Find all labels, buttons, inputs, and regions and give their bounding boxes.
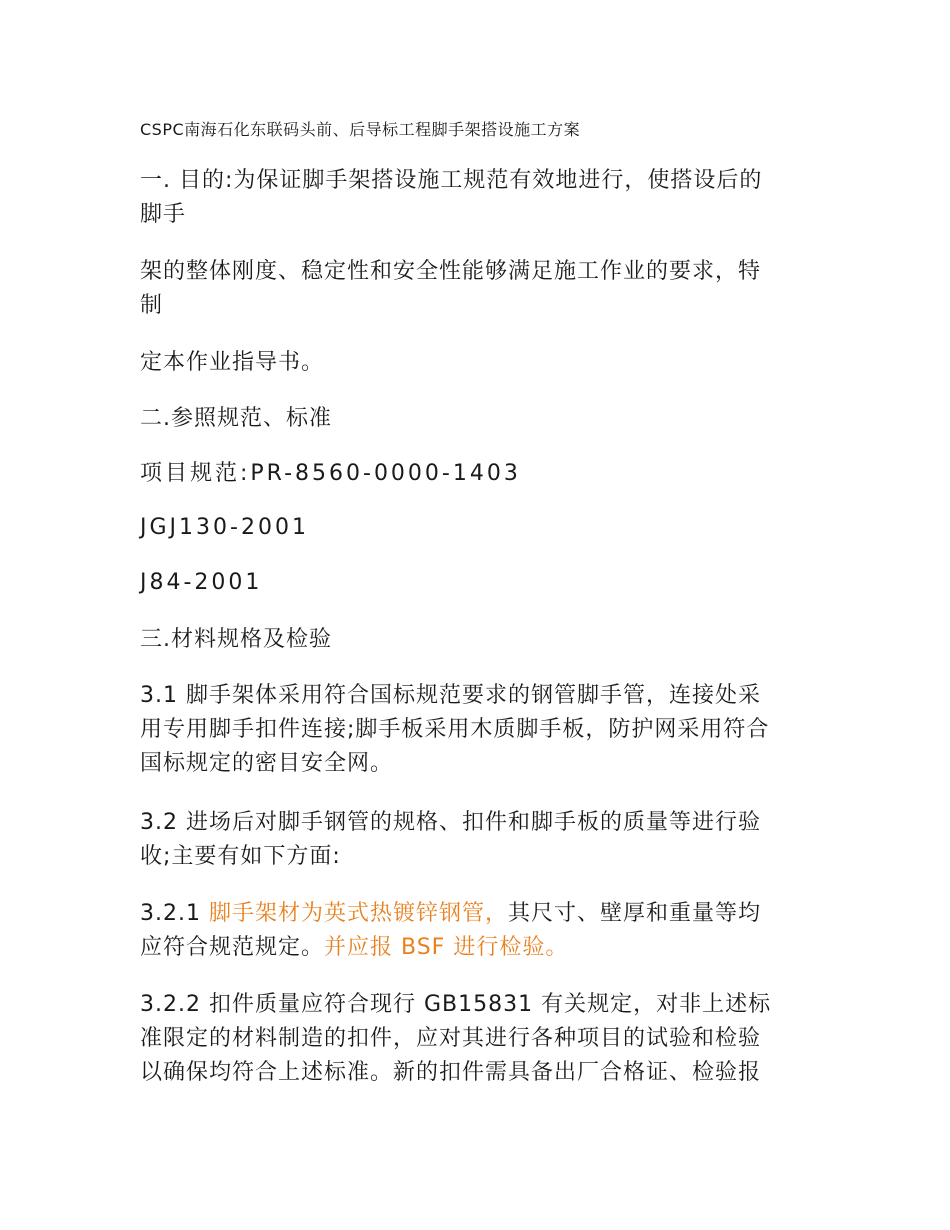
purpose-line-4: 制	[140, 293, 164, 318]
paragraph-3-1-row: 用专用脚手扣件连接;脚手板采用木质脚手板，防护网采用符合	[140, 717, 770, 742]
paragraph-3-2-1-number: 3.2.1	[140, 901, 209, 926]
paragraph-3-2-2-row: 3.2.2 扣件质量应符合现行 GB15831 有关规定，对非上述标	[140, 992, 772, 1017]
purpose-line-2: 脚手	[140, 202, 187, 227]
paragraph-3-1-row: 3.1 脚手架体采用符合国标规范要求的钢管脚手管，连接处采	[140, 683, 761, 708]
highlight-material-spec: 脚手架材为英式热镀锌钢管，	[208, 901, 508, 926]
document-header: CSPC南海石化东联码头前、后导标工程脚手架搭设施工方案	[140, 120, 581, 139]
paragraph-3-2-2-row: 以确保均符合上述标准。新的扣件需具备出厂合格证、检验报	[140, 1060, 762, 1085]
purpose-line-3: 架的整体刚度、稳定性和安全性能够满足施工作业的要求，特	[140, 259, 762, 284]
paragraph-3-2-1-row	[140, 931, 820, 965]
highlight-bsf-inspection: 并应报 BSF 进行检验。	[324, 935, 569, 960]
paragraph-3-2	[140, 806, 820, 874]
reference-j84: J84-2001	[140, 570, 263, 595]
reference-jgj: JGJ130-2001	[140, 515, 309, 540]
paragraph-3-2-1-text: 其尺寸、壁厚和重量等均	[508, 901, 762, 926]
section-2-heading: 二.参照规范、标准	[140, 406, 332, 431]
reference-project-spec: 项目规范:PR-8560-0000-1403	[140, 461, 521, 486]
purpose-line-1: 一. 目的:为保证脚手架搭设施工规范有效地进行，使搭设后的	[140, 168, 763, 193]
paragraph-3-2-1-text: 应符合规范规定。	[140, 935, 325, 960]
paragraph-3-2-2	[140, 988, 820, 1090]
paragraph-3-2-1	[140, 897, 820, 965]
paragraph-3-2-row: 3.2 进场后对脚手钢管的规格、扣件和脚手板的质量等进行验	[140, 810, 761, 835]
paragraph-3-2-2-row: 准限定的材料制造的扣件，应对其进行各种项目的试验和检验	[140, 1026, 762, 1051]
purpose-line-5: 定本作业指导书。	[140, 350, 325, 375]
paragraph-3-1	[140, 679, 820, 781]
paragraph-3-2-1-row	[140, 897, 820, 931]
paragraph-3-2-row: 收;主要有如下方面:	[140, 844, 341, 869]
section-3-heading: 三.材料规格及检验	[140, 627, 332, 652]
paragraph-3-1-row: 国标规定的密目安全网。	[140, 751, 394, 776]
